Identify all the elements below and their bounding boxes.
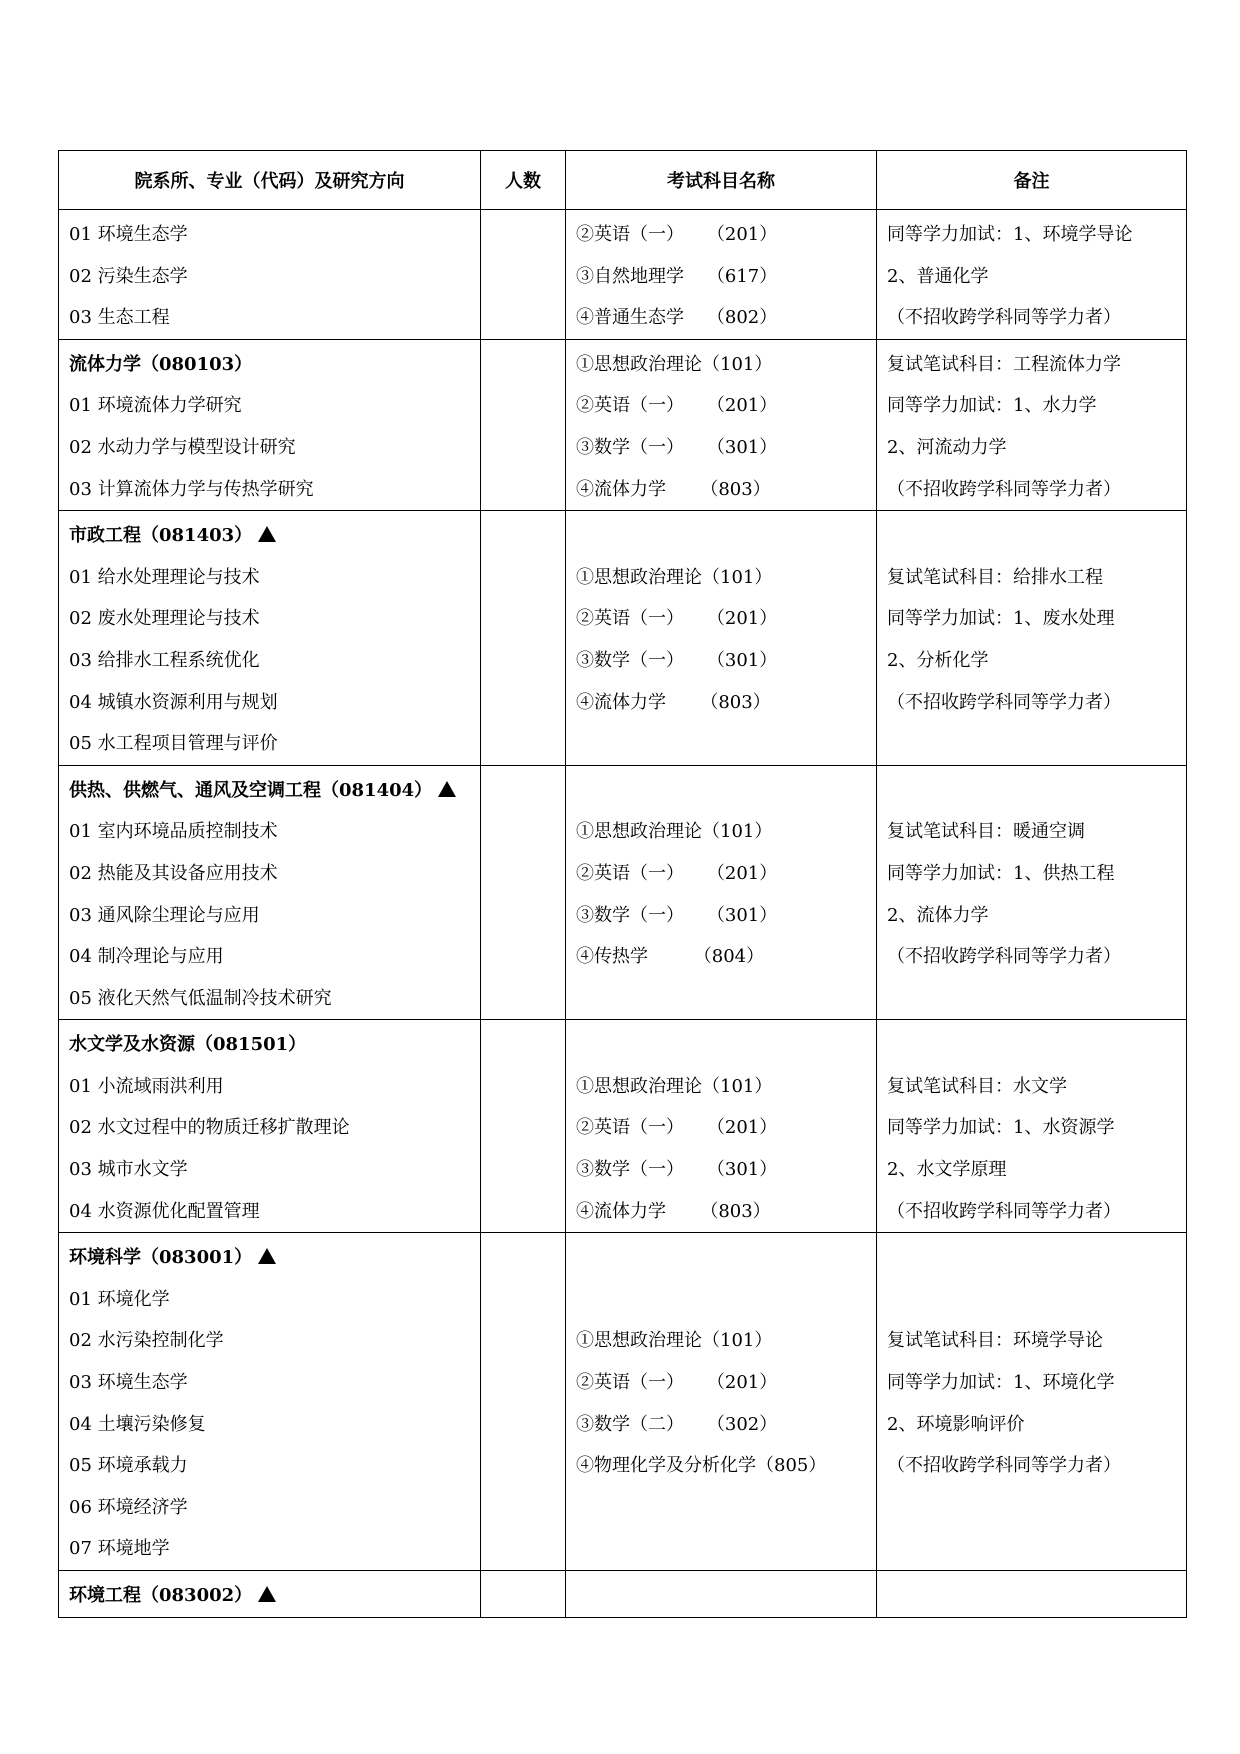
note-line: 2、普通化学 — [887, 265, 989, 287]
count-cell — [481, 765, 566, 1020]
note-line: （不招收跨学科同等学力者） — [887, 946, 1121, 968]
exam-subject: ③数学（一） （301） — [576, 649, 778, 671]
major-title — [69, 1575, 470, 1617]
program-cell — [59, 765, 481, 1020]
exam-subject: ④流体力学 （803） — [576, 478, 771, 500]
major-title — [69, 344, 470, 386]
exam-subject: ③数学（二） （302） — [576, 1413, 778, 1435]
triangle-icon — [258, 1248, 276, 1264]
count-value — [491, 1024, 555, 1066]
research-direction: 04 城镇水资源利用与规划 — [69, 691, 278, 713]
notes-cell — [877, 1571, 1187, 1618]
research-direction: 04 水资源优化配置管理 — [69, 1200, 260, 1222]
exams-cell — [566, 511, 877, 766]
note-line: 2、水文学原理 — [887, 1159, 1007, 1181]
table-row — [59, 1233, 1187, 1571]
note-line: （不招收跨学科同等学力者） — [887, 307, 1121, 329]
note-line: （不招收跨学科同等学力者） — [887, 478, 1121, 500]
admissions-table — [58, 150, 1187, 1618]
program-cell — [59, 511, 481, 766]
notes-cell — [877, 210, 1187, 340]
research-direction: 03 给排水工程系统优化 — [69, 649, 260, 671]
major-title — [69, 1237, 470, 1279]
exam-subject: ③自然地理学 （617） — [576, 265, 778, 287]
exam-subject: ①思想政治理论（101） — [576, 1075, 773, 1097]
exam-subject: ③数学（一） （301） — [576, 904, 778, 926]
note-line: 2、分析化学 — [887, 649, 989, 671]
header-row — [59, 151, 1187, 210]
research-direction: 01 给水处理理论与技术 — [69, 566, 260, 588]
note-line: 同等学力加试：1、供热工程 — [887, 862, 1115, 884]
major-label: 市政工程（081403） — [69, 525, 253, 547]
count-cell — [481, 1020, 566, 1233]
exam-subject: ②英语（一） （201） — [576, 224, 778, 245]
note-line: （不招收跨学科同等学力者） — [887, 1200, 1121, 1222]
major-label: 环境工程（083002） — [69, 1585, 253, 1606]
research-direction: 04 土壤污染修复 — [69, 1413, 206, 1435]
exam-subject: ③数学（一） （301） — [576, 436, 778, 458]
program-cell — [59, 1571, 481, 1618]
count-cell — [481, 1571, 566, 1618]
note-line: 2、环境影响评价 — [887, 1413, 1025, 1435]
exams-cell — [566, 1233, 877, 1571]
exam-subject: ②英语（一） （201） — [576, 395, 778, 417]
exam-subject: ④流体力学 （803） — [576, 1200, 771, 1222]
exam-subject: ④物理化学及分析化学（805） — [576, 1455, 827, 1477]
program-cell — [59, 1233, 481, 1571]
research-direction: 03 通风除尘理论与应用 — [69, 904, 260, 926]
header-count: 人数 — [481, 151, 566, 210]
research-direction: 03 城市水文学 — [69, 1159, 188, 1181]
research-direction: 01 环境流体力学研究 — [69, 395, 242, 417]
table-row — [59, 210, 1187, 340]
research-direction: 06 环境经济学 — [69, 1496, 188, 1518]
exams-cell — [566, 765, 877, 1020]
count-value — [491, 214, 555, 256]
exam-subject: ②英语（一） （201） — [576, 1117, 778, 1139]
notes-cell — [877, 511, 1187, 766]
note-line: 复试笔试科目：给排水工程 — [887, 566, 1103, 588]
exam-subject: ②英语（一） （201） — [576, 862, 778, 884]
table-row — [59, 511, 1187, 766]
note-line: （不招收跨学科同等学力者） — [887, 1455, 1121, 1477]
program-cell — [59, 210, 481, 340]
research-direction: 01 环境生态学 — [69, 224, 188, 245]
count-cell — [481, 511, 566, 766]
research-direction: 01 室内环境品质控制技术 — [69, 821, 278, 843]
note-line: 复试笔试科目：环境学导论 — [887, 1330, 1103, 1352]
triangle-icon — [258, 1586, 276, 1602]
research-direction: 02 污染生态学 — [69, 265, 188, 287]
table-row — [59, 765, 1187, 1020]
table-row — [59, 1571, 1187, 1618]
exams-cell — [566, 210, 877, 340]
research-direction: 02 水文过程中的物质迁移扩散理论 — [69, 1117, 350, 1139]
triangle-icon — [258, 526, 276, 542]
research-direction: 02 热能及其设备应用技术 — [69, 862, 278, 884]
count-value — [491, 770, 555, 812]
program-cell — [59, 339, 481, 510]
note-line: 复试笔试科目：工程流体力学 — [887, 353, 1121, 375]
research-direction: 07 环境地学 — [69, 1538, 170, 1560]
exam-subject: ②英语（一） （201） — [576, 608, 778, 630]
note-line: 2、河流动力学 — [887, 436, 1007, 458]
exam-subject: ②英语（一） （201） — [576, 1372, 778, 1394]
notes-cell — [877, 339, 1187, 510]
note-line: （不招收跨学科同等学力者） — [887, 691, 1121, 713]
exam-subject: ④普通生态学 （802） — [576, 307, 778, 329]
research-direction: 04 制冷理论与应用 — [69, 946, 224, 968]
count-value — [491, 1575, 555, 1617]
research-direction: 02 水动力学与模型设计研究 — [69, 436, 296, 458]
exam-subject: ①思想政治理论（101） — [576, 821, 773, 843]
note-line: 同等学力加试：1、水力学 — [887, 395, 1097, 417]
research-direction: 02 废水处理理论与技术 — [69, 608, 260, 630]
research-direction: 05 液化天然气低温制冷技术研究 — [69, 987, 332, 1009]
header-notes: 备注 — [877, 151, 1187, 210]
count-value — [491, 1237, 555, 1279]
major-label: 环境科学（083001） — [69, 1247, 253, 1269]
header-exams: 考试科目名称 — [566, 151, 877, 210]
program-cell — [59, 1020, 481, 1233]
note-line: 同等学力加试：1、环境化学 — [887, 1372, 1115, 1394]
header-program: 院系所、专业（代码）及研究方向 — [59, 151, 481, 210]
count-cell — [481, 210, 566, 340]
major-title — [69, 770, 470, 812]
research-direction: 01 环境化学 — [69, 1288, 170, 1310]
count-cell — [481, 339, 566, 510]
note-line: 同等学力加试：1、水资源学 — [887, 1117, 1115, 1139]
exams-cell — [566, 1020, 877, 1233]
notes-cell — [877, 1233, 1187, 1571]
count-cell — [481, 1233, 566, 1571]
exam-subject: ④流体力学 （803） — [576, 691, 771, 713]
research-direction: 02 水污染控制化学 — [69, 1330, 224, 1352]
exams-cell — [566, 339, 877, 510]
table-row — [59, 339, 1187, 510]
notes-cell — [877, 765, 1187, 1020]
research-direction: 05 水工程项目管理与评价 — [69, 733, 278, 755]
major-label: 水文学及水资源（081501） — [69, 1034, 307, 1056]
table-row — [59, 1020, 1187, 1233]
note-line: 复试笔试科目：水文学 — [887, 1075, 1067, 1097]
research-direction: 05 环境承载力 — [69, 1455, 188, 1477]
note-line: 复试笔试科目：暖通空调 — [887, 821, 1085, 843]
exam-subject: ①思想政治理论（101） — [576, 566, 773, 588]
triangle-icon — [438, 781, 456, 797]
research-direction: 03 生态工程 — [69, 307, 170, 329]
major-title — [69, 515, 470, 557]
major-label: 供热、供燃气、通风及空调工程（081404） — [69, 779, 433, 801]
exam-subject: ③数学（一） （301） — [576, 1159, 778, 1181]
research-direction: 01 小流域雨洪利用 — [69, 1075, 224, 1097]
major-title — [69, 1024, 470, 1066]
research-direction: 03 环境生态学 — [69, 1372, 188, 1394]
note-line: 同等学力加试：1、环境学导论 — [887, 224, 1133, 245]
major-label: 流体力学（080103） — [69, 353, 253, 375]
exam-subject: ④传热学 （804） — [576, 946, 765, 968]
notes-cell — [877, 1020, 1187, 1233]
exams-cell — [566, 1571, 877, 1618]
count-value — [491, 515, 555, 557]
exam-subject: ①思想政治理论（101） — [576, 1330, 773, 1352]
count-value — [491, 344, 555, 386]
note-line: 2、流体力学 — [887, 904, 989, 926]
research-direction: 03 计算流体力学与传热学研究 — [69, 478, 314, 500]
note-line: 同等学力加试：1、废水处理 — [887, 608, 1115, 630]
exam-subject: ①思想政治理论（101） — [576, 353, 773, 375]
